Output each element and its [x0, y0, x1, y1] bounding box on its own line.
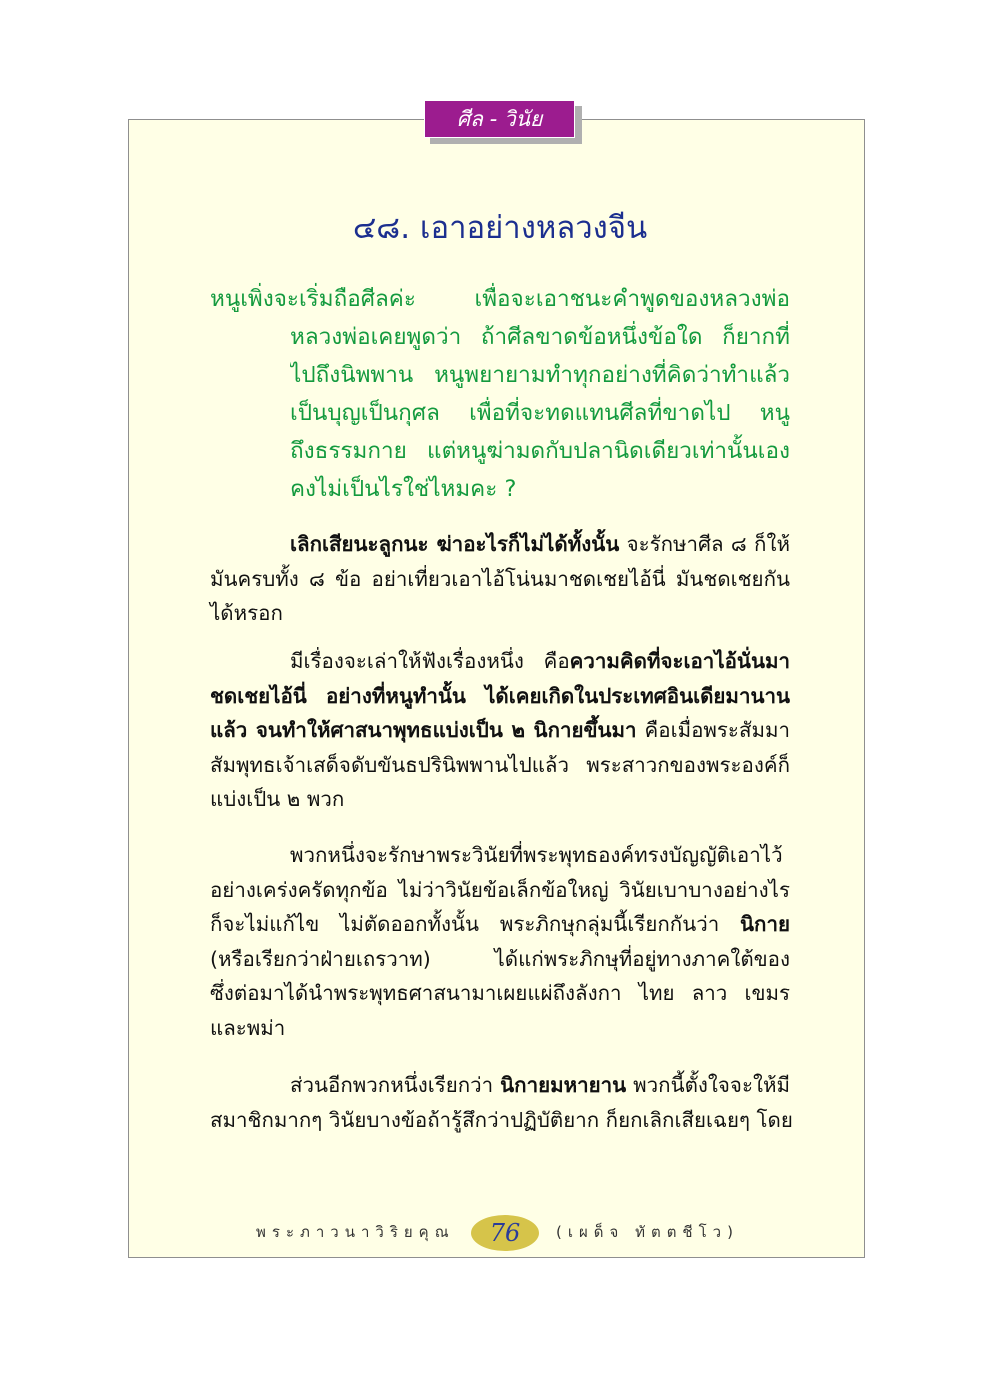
paragraph-line [0, 1011, 1000, 1045]
paragraph-line [0, 1068, 1000, 1102]
text-run: มันครบทั้ง ๘ ข้อ อย่าเที่ยวเอาไอ้โน่นมาชดเชยไอ้นี่ มันชดเชยกัน [210, 566, 790, 591]
text-run: ได้หรอก [210, 601, 283, 625]
question-line: ไปถึงนิพพาน หนูพยายามทำทุกอย่างที่คิดว่าทำแล้ว [290, 362, 790, 388]
paragraph-line [0, 907, 1000, 941]
paragraph-line [0, 1103, 1000, 1137]
paragraph-line [0, 873, 1000, 907]
paragraph-line-text [210, 782, 344, 816]
question-line: เป็นบุญเป็นกุศล เพื่อที่จะทดแทนศีลที่ขาดไป หนู [290, 400, 790, 426]
text-run: (หรือเรียกว่าฝ่ายเถรวาท) ได้แก่พระภิกษุที่อยู่ทางภาคใต้ของ [210, 946, 790, 971]
footer-author-name: (เผด็จ ทัตตชีโว) [556, 1223, 739, 1241]
text-run: และพม่า [210, 1015, 286, 1040]
paragraph-line-text [210, 907, 790, 941]
paragraph-line [0, 527, 1000, 561]
paragraph-line-text [210, 1103, 793, 1137]
paragraph-line [0, 748, 1000, 782]
paragraph-line-text [290, 838, 790, 872]
paragraph-line [0, 782, 1000, 816]
paragraph-line [0, 976, 1000, 1010]
text-run: สัมพุทธเจ้าเสด็จดับขันธปรินิพพานไปแล้ว พระสาวกของพระองค์ก็ [210, 752, 790, 777]
paragraph-line-text [210, 679, 790, 713]
paragraph-line [0, 562, 1000, 596]
paragraph-line [0, 679, 1000, 713]
paragraph-line-text [290, 527, 790, 561]
bold-text: นิกายมหายาน [500, 1073, 627, 1097]
text-run: สมาชิกมากๆ วินัยบางข้อถ้ารู้สึกว่าปฏิบัติยาก ก็ยกเลิกเสียเฉยๆ โดย [210, 1107, 793, 1132]
paragraph-line-text [210, 1011, 285, 1045]
paragraph-line-text [210, 562, 790, 596]
question-line: หนูเพิ่งจะเริ่มถือศีลค่ะ เพื่อจะเอาชนะคำพูดของหลวงพ่อ [210, 286, 790, 312]
page-number: 76 [489, 1219, 521, 1247]
paragraph-line-text [210, 713, 790, 747]
text-run: ก็จะไม่แก้ไข ไม่ตัดออกทั้งนั้น พระภิกษุกลุ่มนี้เรียกกันว่า [210, 912, 741, 936]
text-run: คือเมื่อพระสัมมา [636, 718, 790, 742]
text-run: ส่วนอีกพวกหนึ่งเรียกว่า [290, 1073, 501, 1097]
footer-author: พระภาวนาวิริยคุณ [256, 1223, 455, 1241]
paragraph-line-text [210, 873, 790, 907]
paragraph-line [0, 644, 1000, 678]
paragraph-line-text [210, 976, 790, 1010]
text-run: อย่างเคร่งครัดทุกข้อ ไม่ว่าวินัยข้อเล็กข้อใหญ่ วินัยเบาบางอย่างไร [210, 877, 790, 902]
question-line: หลวงพ่อเคยพูดว่า ถ้าศีลขาดข้อหนึ่งข้อใด ก็ยากที่ [290, 324, 790, 350]
bold-text: นิกาย [740, 912, 790, 936]
paragraph-line [0, 713, 1000, 747]
paragraph-line [0, 942, 1000, 976]
paragraph-line-text [290, 1068, 790, 1102]
question-line: ถึงธรรมกาย แต่หนูฆ่ามดกับปลานิดเดียวเท่านั้นเอง [290, 438, 790, 464]
text-run: พวกหนึ่งจะรักษาพระวินัยที่พระพุทธองค์ทรงบัญญัติเอาไว้ [290, 843, 783, 867]
paragraph-line-text [290, 644, 790, 678]
text-run: แบ่งเป็น ๒ พวก [210, 787, 345, 811]
paragraph-line [0, 838, 1000, 872]
bold-text: ความคิดที่จะเอาไอ้นั่นมา [569, 649, 790, 673]
question-line: คงไม่เป็นไรใช่ไหมคะ ? [290, 476, 517, 502]
section-tab-label: ศีล - วินัย [456, 106, 543, 131]
text-run: ซึ่งต่อมาได้นำพระพุทธศาสนามาเผยแผ่ถึงลังกา ไทย ลาว เขมร [210, 981, 790, 1005]
bold-text: เลิกเสียนะลูกนะ ฆ่าอะไรก็ไม่ได้ทั้งนั้น [290, 532, 620, 556]
bold-text: แล้ว จนทำให้ศาสนาพุทธแบ่งเป็น ๒ นิกายขึ้นมา [210, 718, 637, 742]
text-run: จะรักษาศีล ๘ ก็ให้ [619, 532, 790, 556]
chapter-title: ๔๘. เอาอย่างหลวงจีน [352, 210, 648, 246]
text-run: มีเรื่องจะเล่าให้ฟังเรื่องหนึ่ง คือ [290, 649, 570, 673]
question-block [0, 0, 1000, 520]
paragraph-line-text [210, 748, 790, 782]
paragraph-line [0, 596, 1000, 630]
bold-text: ชดเชยไอ้นี่ อย่างที่หนูทำนั้น ได้เคยเกิดในประเทศอินเดียมานาน [210, 683, 790, 708]
paragraph-line-text [210, 596, 283, 630]
text-run: พวกนี้ตั้งใจจะให้มี [626, 1073, 790, 1097]
paragraph-line-text [210, 942, 790, 976]
